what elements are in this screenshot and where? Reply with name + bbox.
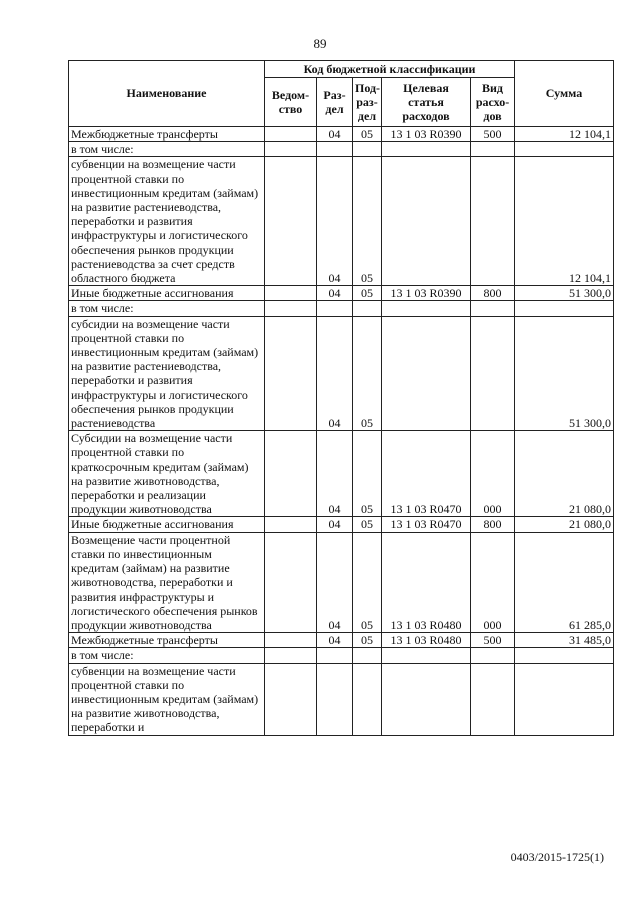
cell-subsection: 05 [353,316,382,431]
cell-section: 04 [317,532,353,632]
table-row [69,431,614,517]
cell-section: 04 [317,286,353,301]
cell-type: 000 [471,431,515,517]
cell-target: 13 1 03 R0470 [382,517,471,532]
cell-name: Субсидии на возмещение части процентной ставки по краткосрочным кредитам (займам) на развитие животноводства, переработки и реализации продукции животноводства [69,431,265,517]
cell-target [382,663,471,735]
page-number: 89 [313,36,327,51]
cell-subsection [353,663,382,735]
cell-type: 800 [471,517,515,532]
cell-type [471,301,515,316]
cell-ministry [265,431,317,517]
cell-type: 500 [471,127,515,142]
table-row [69,316,614,431]
cell-amount: 12 104,1 [515,157,614,286]
cell-amount: 21 080,0 [515,431,614,517]
cell-name: Межбюджетные трансферты [69,127,265,142]
cell-type [471,316,515,431]
cell-name: Иные бюджетные ассигнования [69,517,265,532]
table-row [69,663,614,735]
header-code-group: Код бюджетной классификации [265,61,515,78]
cell-section [317,648,353,663]
header-section: Раз-дел [317,78,353,127]
cell-amount [515,142,614,157]
cell-ministry [265,127,317,142]
cell-section [317,301,353,316]
budget-table [68,60,614,736]
cell-subsection: 05 [353,431,382,517]
header-target-article: Целевая статья расходов [382,78,471,127]
header-amount: Сумма [515,61,614,127]
cell-target [382,316,471,431]
cell-amount: 51 300,0 [515,286,614,301]
cell-name: в том числе: [69,648,265,663]
cell-ministry [265,157,317,286]
cell-type [471,142,515,157]
header-subsection: Под-раз-дел [353,78,382,127]
cell-ministry [265,316,317,431]
cell-ministry [265,532,317,632]
cell-subsection [353,648,382,663]
cell-subsection: 05 [353,633,382,648]
cell-subsection: 05 [353,532,382,632]
cell-section: 04 [317,431,353,517]
cell-section [317,663,353,735]
table-row [69,157,614,286]
table-body [69,127,614,736]
cell-name: субсидии на возмещение части процентной ставки по инвестиционным кредитам (займам) на развитие растениеводства, переработки и развития инфраструктуры и логистического обеспечения рынков продукции растениеводства [69,316,265,431]
cell-section: 04 [317,517,353,532]
cell-name: субвенции на возмещение части процентной ставки по инвестиционным кредитам (займам) на развитие животноводства, переработки и [69,663,265,735]
cell-amount: 61 285,0 [515,532,614,632]
cell-subsection: 05 [353,286,382,301]
cell-ministry [265,663,317,735]
cell-amount: 12 104,1 [515,127,614,142]
cell-name: Межбюджетные трансферты [69,633,265,648]
cell-type [471,663,515,735]
header-row-top [69,61,614,78]
table-row [69,286,614,301]
cell-type [471,157,515,286]
cell-section [317,142,353,157]
cell-target [382,301,471,316]
cell-ministry [265,633,317,648]
cell-target: 13 1 03 R0480 [382,633,471,648]
cell-target: 13 1 03 R0470 [382,431,471,517]
cell-section: 04 [317,316,353,431]
cell-target: 13 1 03 R0390 [382,286,471,301]
document-code: 0403/2015-1725(1) [510,850,604,864]
cell-section: 04 [317,157,353,286]
cell-target [382,648,471,663]
cell-target: 13 1 03 R0480 [382,532,471,632]
cell-name: Иные бюджетные ассигнования [69,286,265,301]
header-ministry: Ведом-ство [265,78,317,127]
cell-name: субвенции на возмещение части процентной ставки по инвестиционным кредитам (займам) на развитие растениеводства, переработки и развития инфраструктуры и логистического обеспечения рынков продукции растениеводства за счет средств областного бюджета [69,157,265,286]
cell-section: 04 [317,633,353,648]
table-row [69,517,614,532]
cell-amount [515,301,614,316]
cell-subsection: 05 [353,157,382,286]
cell-ministry [265,286,317,301]
cell-amount [515,663,614,735]
cell-ministry [265,648,317,663]
table-row [69,532,614,632]
cell-name: в том числе: [69,301,265,316]
table-row [69,648,614,663]
cell-amount: 21 080,0 [515,517,614,532]
cell-target [382,157,471,286]
header-expense-type: Вид расхо-дов [471,78,515,127]
cell-amount [515,648,614,663]
cell-ministry [265,142,317,157]
cell-amount: 51 300,0 [515,316,614,431]
cell-type: 000 [471,532,515,632]
cell-type: 800 [471,286,515,301]
cell-target [382,142,471,157]
cell-name: Возмещение части процентной ставки по инвестиционным кредитам (займам) на развитие животноводства, переработки и развития инфраструктуры и логистического обеспечения рынков продукции животноводства [69,532,265,632]
table-row [69,301,614,316]
cell-ministry [265,517,317,532]
cell-subsection [353,142,382,157]
cell-target: 13 1 03 R0390 [382,127,471,142]
table-row [69,127,614,142]
cell-subsection [353,301,382,316]
cell-type: 500 [471,633,515,648]
cell-ministry [265,301,317,316]
cell-amount: 31 485,0 [515,633,614,648]
cell-name: в том числе: [69,142,265,157]
header-name: Наименование [69,61,265,127]
cell-type [471,648,515,663]
table-row [69,142,614,157]
cell-subsection: 05 [353,127,382,142]
table-row [69,633,614,648]
cell-subsection: 05 [353,517,382,532]
cell-section: 04 [317,127,353,142]
